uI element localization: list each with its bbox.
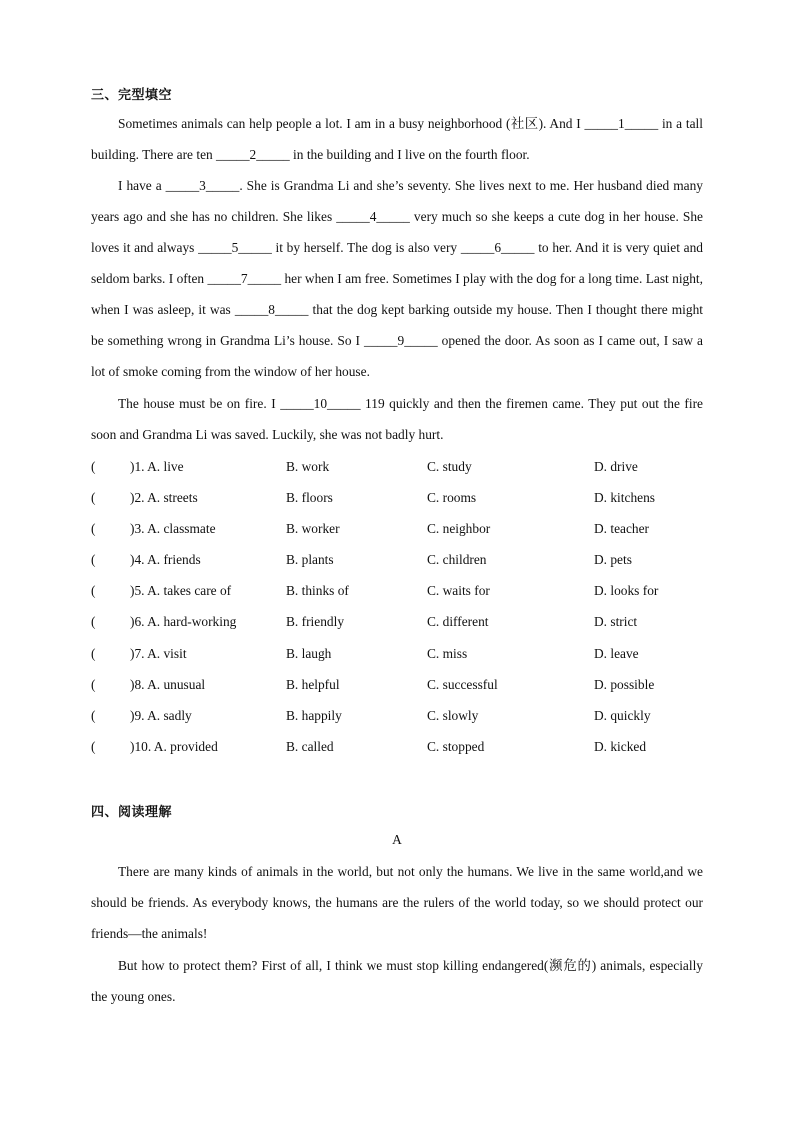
reading-paragraph-2-text: But how to protect them? First of all, I think we must stop killing endangered(濒危的) animals, especially the young ones. — [91, 958, 703, 1004]
option-d: D. leave — [594, 645, 639, 661]
option-d: D. kicked — [594, 738, 647, 754]
option-b: B. worker — [286, 521, 340, 537]
answer-blank: ( — [91, 583, 96, 599]
option-c: C. stopped — [427, 738, 485, 754]
option-c: C. different — [427, 614, 489, 630]
option-a: )4. A. friends — [130, 552, 201, 568]
option-b: B. called — [286, 738, 334, 754]
option-c: C. waits for — [427, 583, 490, 599]
answer-blank: ( — [91, 521, 96, 537]
question-row-2 — [91, 484, 711, 515]
option-d: D. kitchens — [594, 490, 655, 506]
question-row-3 — [91, 515, 711, 546]
option-b: B. plants — [286, 552, 334, 568]
answer-blank: ( — [91, 614, 96, 630]
option-a: )7. A. visit — [130, 645, 187, 661]
answer-blank: ( — [91, 645, 96, 661]
answer-blank: ( — [91, 738, 96, 754]
cloze-paragraph-3 — [91, 388, 703, 450]
passage-label: A — [392, 832, 402, 847]
cloze-paragraph-2 — [91, 170, 703, 387]
section-3-title: 三、完型填空 — [91, 88, 173, 103]
section-4-title: 四、阅读理解 — [91, 805, 173, 820]
option-b: B. friendly — [286, 614, 345, 630]
option-b: B. floors — [286, 490, 333, 506]
option-a: )6. A. hard-working — [130, 614, 237, 630]
answer-blank: ( — [91, 707, 96, 723]
question-row-1 — [91, 453, 711, 484]
option-b: B. thinks of — [286, 583, 349, 599]
answer-blank: ( — [91, 490, 96, 506]
option-b: B. helpful — [286, 676, 340, 692]
option-b: B. work — [286, 459, 330, 474]
cloze-paragraph-1 — [91, 108, 703, 170]
question-row-8 — [91, 671, 711, 702]
option-a: )3. A. classmate — [130, 521, 216, 537]
option-b: B. laugh — [286, 645, 332, 661]
answer-blank: ( — [91, 459, 96, 474]
option-d: D. teacher — [594, 521, 650, 537]
option-c: C. children — [427, 552, 487, 568]
option-a: )2. A. streets — [130, 490, 198, 506]
option-d: D. strict — [594, 614, 638, 630]
question-row-4 — [91, 546, 711, 577]
question-row-9 — [91, 702, 711, 733]
question-row-6 — [91, 608, 711, 639]
option-d: D. possible — [594, 676, 655, 692]
reading-paragraph-2 — [91, 950, 703, 1012]
option-a: )10. A. provided — [130, 738, 218, 754]
option-d: D. pets — [594, 552, 632, 568]
answer-blank: ( — [91, 552, 96, 568]
option-c: C. successful — [427, 676, 498, 692]
option-d: D. quickly — [594, 707, 651, 723]
answer-blank: ( — [91, 676, 96, 692]
question-row-5 — [91, 577, 711, 608]
option-d: D. drive — [594, 459, 638, 474]
option-d: D. looks for — [594, 583, 659, 599]
option-c: C. neighbor — [427, 521, 491, 537]
reading-paragraph-1 — [91, 856, 703, 949]
option-c: C. rooms — [427, 490, 477, 506]
option-a: )5. A. takes care of — [130, 583, 232, 599]
cloze-paragraph-3-text: The house must be on fire. I _____10_____ 119 quickly and then the firemen came. They put out the fire soon and Grandma Li was saved. Luckily, she was not badly hurt. — [91, 396, 703, 442]
question-row-7 — [91, 640, 711, 671]
reading-paragraph-1-text: There are many kinds of animals in the world, but not only the humans. We live in the same world,and we should be friends. As everybody knows, the humans are the rulers of the world today, so we should protect our friends—the animals! — [91, 864, 703, 941]
cloze-paragraph-2-text: I have a _____3_____. She is Grandma Li and she’s seventy. She lives next to me. Her husband died many years ago and she has no children. She likes _____4_____ very much so she keeps a cute dog in her house. She loves it and always _____5_____ it by herself. The dog is also very _____6_____ to her. And it is very quiet and seldom barks. I often _____7_____ her when I am free. Sometimes I play with the dog for a long time. Last night, when I was asleep, it was _____8_____ that the dog kept barking outside my house. Then I thought there might be something wrong in Grandma Li’s house. So I _____9_____ opened the door. As soon as I came out, I saw a lot of smoke coming from the window of her house. — [91, 178, 703, 379]
cloze-paragraph-1-text: Sometimes animals can help people a lot. I am in a busy neighborhood (社区). And I _____1_____ in a tall building. There are ten _____2_____ in the building and I live on the fourth floor. — [91, 116, 703, 162]
option-b: B. happily — [286, 707, 342, 723]
option-c: C. miss — [427, 645, 468, 661]
question-row-10 — [91, 733, 711, 764]
option-c: C. slowly — [427, 707, 479, 723]
option-c: C. study — [427, 459, 472, 474]
option-a: )9. A. sadly — [130, 707, 192, 723]
option-a: )1. A. live — [130, 459, 184, 474]
cloze-options-list — [91, 453, 711, 764]
option-a: )8. A. unusual — [130, 676, 206, 692]
